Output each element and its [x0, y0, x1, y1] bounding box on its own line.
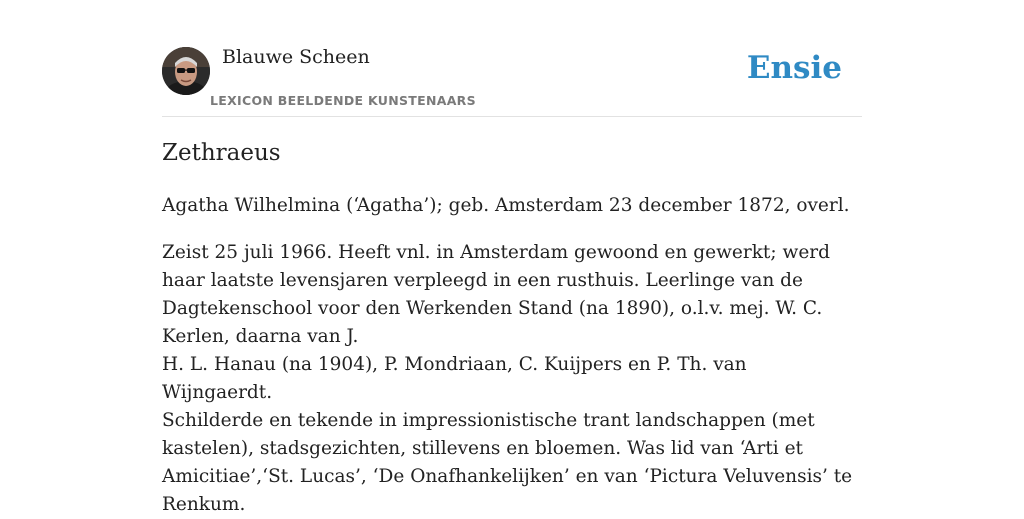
- article-paragraph: Schilderde en tekende in impressionistische trant landschappen (met kastelen), stadsgezichten, stillevens en bloemen. Was lid van ‘Arti et Amicitiae’,‘St. Lucas’, ‘De Onafhankelijken’ en van ‘Pictura Veluvensis’ te Renkum.: [162, 410, 853, 515]
- article-header: [162, 0, 862, 117]
- ensie-logo[interactable]: Ensie: [746, 50, 842, 86]
- article-title: Zethraeus: [162, 140, 281, 166]
- article-card: [162, 0, 862, 515]
- author-avatar[interactable]: [162, 47, 210, 95]
- avatar-portrait-icon: [162, 47, 210, 95]
- article-paragraph: Zeist 25 juli 1966. Heeft vnl. in Amsterdam gewoond en gewerkt; werd haar laatste levensjaren verpleegd in een rusthuis. Leerlinge van de Dagtekenschool voor den Werkenden Stand (na 1890), o.l.v. mej. W. C. Kerlen, daarna van J.: [162, 242, 830, 347]
- article-paragraph: Agatha Wilhelmina (‘Agatha’); geb. Amsterdam 23 december 1872, overl.: [162, 195, 850, 216]
- author-name[interactable]: Blauwe Scheen: [222, 46, 370, 68]
- category-label[interactable]: LEXICON BEELDENDE KUNSTENAARS: [210, 93, 476, 108]
- article-paragraph: H. L. Hanau (na 1904), P. Mondriaan, C. Kuijpers en P. Th. van Wijngaerdt.: [162, 354, 747, 403]
